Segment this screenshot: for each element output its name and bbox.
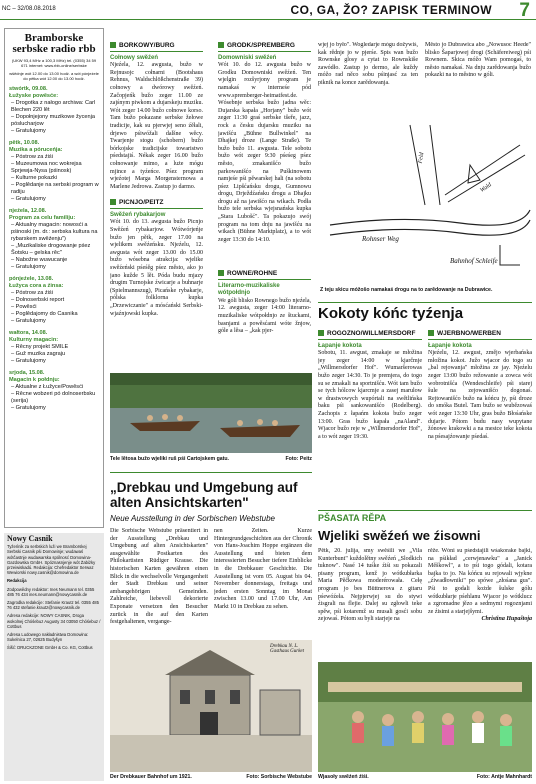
radio-day-lead: Kulturny magacin: <box>9 337 59 343</box>
drebkau-title: „Drebkau und Umgebung auf alten Ansichtskarten" <box>110 480 298 510</box>
psasata-col2 <box>428 548 532 660</box>
radio-item: – Dolnoserbski report <box>11 297 65 303</box>
article-text: Město jo Dubrawica abo „Nowusoc Heede" blisko Šaparjowej drogi (Schäfereiweg) pśi Rownem. Skica móžo Wam pomogaś, to město namakaś. Na dnju zarědowanja bužo pokazki na to městno w góli. <box>425 42 531 79</box>
article-text: Njeźela, 12. awgusta, bužo w Rejnusojc cołnarni (Bootshaus Rehnus, Waldschlößchenstraße 39) cołnowy a dwórowy swěźeń. Začopjeńk bužo zeger 11.00 ze zajśnym piwkom a dujarskeju muziku. Wót zeger 14.00 bužo cołnowe korso. Tam bužo pokazane serbske žełowe tradicije, kak su pjerwjej seno źěłali, drjewo pśiwóžali dalšne wěcy. Twarjenje stogu (schobern) bužo bórkojske tradicijske towaristwo pśedstajiś. Nékak zeger 16.00 bužo cołnowanje mimo, a luże mógu mjince a tyźeńce. Pśez program wjeźotej Marga Morgensternowa a Marlene Jedrowa. Zastup jo darmo. <box>110 62 203 190</box>
radio-item: – Nabožne wuwucanje <box>11 257 68 263</box>
radio-item: – Muzeumowa noc wokrejsa Sprjewja-Nysa (pśinosk) <box>11 161 82 174</box>
photo-credit: Foto: Peitz <box>285 456 312 462</box>
imprint-box <box>4 533 104 781</box>
column-rohne-cont <box>318 42 418 100</box>
imprint-editor: Zodpowědny redaktor: Ines Neumann tel. 0355 485 76 434 ines.neumann@nowycasnik.de <box>7 586 95 597</box>
square-icon <box>110 42 116 48</box>
radio-program-box <box>4 28 104 528</box>
radio-item: – Guž muzika zagraju <box>11 351 66 357</box>
page-header <box>0 0 536 20</box>
radio-item: – Gratulujomy <box>11 405 46 411</box>
article-text: Sobotu, 11. awgust, zmakaje se młožina jey zeger 14:00 w kjarčmje „Willmersdorfer Hof". Wumaršerowas bužo zeger 14:30. To je premjera, do togo su se zmakali na sportnišću. Wót tam bužo se tych hólcow kjarcmje a zasej marulow w drastwowych wupórtali na swětlińska baku pśi sankowanišćo (Rodelberg). Zachopis z łapańm kokota bužo zeger 13:00. Gras bužo kapała „naAland". Wjacor bužo reje w „Willmersdorfer Hof", a to wót zeger 19:30. <box>318 350 422 440</box>
radio-item: – Gratulujomy <box>11 128 46 134</box>
photo-caption-kids: Foto: Antje Mahnhardt Wjasoły swěźeń źiśi. <box>318 774 532 780</box>
radio-day-lead: Muzika a póruceńja: <box>9 147 63 153</box>
radio-day: wałtora, 14.08. <box>9 330 48 336</box>
section-header-rohne: ROWNE/ROHNE <box>218 270 311 280</box>
radio-item: – Powěsći <box>11 304 37 310</box>
column-rohne <box>218 270 311 340</box>
photo-drebkau-station <box>110 640 312 772</box>
radio-title: Bramborske serbske radio rbb <box>12 32 96 55</box>
radio-item: – Gratulujomy <box>11 318 46 324</box>
radio-day-lead: Łužyske powěsće: <box>9 93 59 99</box>
radio-day: pónjeźele, 13.08. <box>9 276 54 282</box>
square-icon <box>428 330 434 336</box>
radio-item: – Póstrow za źiśi <box>11 154 53 160</box>
radio-day: njeźela, 12.08. <box>9 208 47 214</box>
radio-item: – Gratulujomy <box>11 196 46 202</box>
subheading: Łapanje kokota <box>428 342 472 349</box>
radio-item: – „Muzikaliske drogowanje pśez Šotsku – gelska rěc" <box>11 243 91 256</box>
divider <box>110 472 312 473</box>
divider <box>318 302 532 303</box>
drebkau-subtitle: Neue Ausstellung in der Sorbischen Webstube <box>110 514 275 523</box>
article-text: Pětk, 20. julija, smy swěśili we „Vila Kunterbunt" kuždolětny swěźeń „Slodkich tuknow". Nasé 14 tuśke źiśi su pokazali pisany program, kenž jo wótkubłarka Maria Pěčkowa moderérowała. Cełę program jo bes Büttnerova z gitaru pśewóźeła. Nejpjerwjej su do stywi źisgrali na flejie. Dalej su zgłowli teke spěw, pśi kotaremž su musali gosći sobu zejowaś. Pótom su byli starjeje na <box>318 548 422 623</box>
imprint-print: Śišć: DRUCKZONE GmbH & Co. KG, Cottbus <box>7 645 93 651</box>
imprint-title: Nowy Casnik <box>7 534 53 543</box>
page-number: 7 <box>519 0 530 21</box>
column-dubrawica <box>425 42 531 100</box>
radio-day: pětk, 10.08. <box>9 140 40 146</box>
psasata-title: Wjeliki swěźeń we źisowni <box>318 528 481 543</box>
radio-day: stwórtk, 09.08. <box>9 86 48 92</box>
article-text: nen Zeiten. Kurze Hintergrundgeschichten aus der Chronik von Hans-Joachim Hoppe ergänzen die Ausstellung und bieten dem interessierten Besucher tiefere Einblicke in die Drebkauer Geschichte. Die Ausstellung ist vom 05. August bis 04. November donnerstags, freitags und jeden ersten Sonntag im Monat zwischen 13.00 und 17.00 Uhr, Am Markt 10 in Drebkau zu sehen. <box>214 528 312 610</box>
article-text: wjej jo było". Wogledarje mógu dožywiś, kak rědnje jo w pjerśe. Spis wan bužo Rownske glosy a cytat to Rownskiše zawódło. Zastup jo dermo, ale kuždy móžo rad něco sobu pśinjasć za ten piknik na konce zarědowanja. <box>318 42 418 86</box>
map-label-road: Rohnser Weg <box>362 235 399 243</box>
radio-days <box>9 86 99 412</box>
psasata-col1 <box>318 548 422 660</box>
square-icon <box>218 42 224 48</box>
section-header-willmersdorf: ROGOZNO/WILLMERSDORF <box>318 330 422 340</box>
radio-times: wšědnje wót 12.00 do 13.00 hodź. a wót pónjeźele do pětka wót 12.00 do 13.00 hodź. <box>9 71 99 81</box>
page-title: CO, GA, ŽO? ZAPISK TERMINOW <box>290 3 492 17</box>
photo-peitz-boats <box>110 373 312 453</box>
issue-label: NC – 32/08.08.2018 <box>2 6 56 12</box>
radio-item: – Aktualny magacin: nowosći a pśinoski (m. dr.: serbska kultura na rybarskem swěźenju") <box>11 222 98 242</box>
imprint-text: Tyźeńnik za serbskich luźi we Bramborskej Serbski Casnik pśi Domowinje; wudawaś wótčastnje wudawarska spólnosć Domowina-Gazdowska GmbH. Spóznasnjenje wót Żabiżky przeiwiskadú. Redakcija: Chefredaktor Serwaz Wewiorski nowy.casnik@domowina.de <box>7 544 96 576</box>
map-sketch <box>320 105 532 285</box>
photo-kids-festival <box>318 662 532 772</box>
map-label-forest: Wald <box>479 182 493 194</box>
radio-day-lead: Program za celu familiju: <box>9 215 76 221</box>
subheading: Domowniski swěźeń <box>218 54 277 61</box>
photo-credit: Foto: Antje Mahnhardt <box>476 774 532 780</box>
square-icon <box>218 270 224 276</box>
article-text: Wót 10. do 12. awgusta bužo w Grodku Domowniski swěźeń. Ten wjelgin rozšyrjony program je namakaś w interneśe pód www.spremberger-heimatfest.de. Wósebnje serbska bužo jadna wěc: Dujarska kapała „Horjany" bužo wót zeger 11:30 graś serbske tšeře, jazz, rock a česku dujarsku muziku na jawišću „Bühne Bullwinkel" na Dhajkej droze (Lange Straße). Te bužo bužo 11. awgusta. Tele sobotu bužo wót zeger 9:30 pśeśeg pśez město, zmakanišćo bužo parkowanišćo na Puškinowem namjeśe pśi pěwarskej hali (na sobotu pśez Lipšćańsku drogu, Gumnowu drogu, Drježdźańsku drogu a Dhajku drogu až na jawišćo na wikach. Podła bužo tele serbska wjejsnańska kupka „Stara Lubošć". Ta pokazujo swój program na tom dnju na jawišću na wikach (Bühne Marktplatz), a to wót zeger 13:30 do 14:10. <box>218 62 311 243</box>
square-icon <box>318 330 324 336</box>
section-header-burg: BÓRKOWY/BURG <box>110 42 203 52</box>
section-header-peitz: PICNJO/PEITZ <box>110 199 203 209</box>
psasata-section: PŠASATA RĚPA <box>318 513 387 523</box>
divider <box>318 510 532 511</box>
column-werben <box>428 330 532 448</box>
radio-item: – Gratulujomy <box>11 358 46 364</box>
article-text: Wót 10. do 13. awgusta bužo Picnjo Swěźeń rybakarjow. Wótwórjeńje bužo jen pětk, zeger 17.00 na wjelikem swěźeńsku. Njeźelu, 12. awgusta wót zeger 13.00 do 15.00 bužo wósebna atrakcija: wjelike swěźeński pśeśěg pśez město, ako jo jano kužde 5 lět. Póda budu mjazy drugim Turnojske źwicarje a buhnarje (Spielmannszug), Picańske rybakarje, pólska folklorna kupka „Drzewiczanie" a mósćański Serbski-wjaźnjowski kupka. <box>110 219 203 317</box>
photo-caption-peitz: Foto: Peitz Tele lětosa bužo wjeliki ruš pśi Cartojskem gatu. <box>110 456 312 462</box>
imprint-address: Adresa redakcije: NOWY CASNIK, Droga wokolnej Chóśebuz Augusty 34 03050 Chóśebuz / Cottbus <box>7 613 101 629</box>
radio-day: srjoda, 15.08. <box>9 370 45 376</box>
imprint-assistant: Zagrodka redakcije: Stefanie Krautz tel. 0355 485 76 432 stefanie.krautz@nowycasnik.de <box>7 600 99 611</box>
subheading: Swěźeń rybakarjow <box>110 211 166 218</box>
section-header-spremberg: GRODK/SPREMBERG <box>218 42 311 52</box>
radio-item: – Dopołnjejony muzikowe žycenja póslucharjow <box>11 114 95 127</box>
postcard-text: Drebkau N. L. Gasthaus Gurket <box>270 644 305 654</box>
radio-item: – Póstrow za źiśi <box>11 290 53 296</box>
radio-item: – Aktualne z Łužyce/Powěsći <box>11 384 84 390</box>
radio-item: – Drogotka z nałogo archiwa: Carl Blechen 220 lět <box>11 100 96 113</box>
map-caption: Z teju skicu móžošo namakaś drogu na to zarědowanje na Dubrawice. <box>320 287 493 293</box>
radio-item: – Kulturne pokazki <box>11 175 58 181</box>
article-text: Die Sorbische Webstube präsentiert in der Ausstellung „Drebkau und Umgebung auf alten Ansichtskarten" ausgewählte Postkarten des Philokartisten Rüdiger Krause. Die historischen Karten gewähren einen Blick in die wechselvolle Vergangenheit der Stadt Drebkau und seiner ambangehörigen Gemeinden. Zahlreiche, liebevoll dekorierte Exponate versetzen den Besucher zurück in die auf den Karten festgehaltenen, vergange- <box>110 528 208 626</box>
radio-item: – Poglědajomy do Casnika <box>11 311 78 317</box>
map-label-station: Bahnhof Schleife <box>450 257 498 265</box>
radio-item: – Poglědanje na serbski program w radiju <box>11 182 99 195</box>
photo-caption-drebkau: Foto: Sorbische Webstube Der Drebkauer Bahnhof um 1921. <box>110 774 312 780</box>
column-willmersdorf <box>318 330 422 448</box>
kokoty-title: Kokoty kóńc tyźenja <box>318 305 464 322</box>
radio-day-lead: Łužyca cora a źinsa: <box>9 283 64 289</box>
radio-day-lead: Magacin k połdnju: <box>9 377 60 383</box>
subheading: Literarno-muzikaliske wótpołdnjo <box>218 282 280 297</box>
photo-credit: Foto: Sorbische Webstube <box>246 774 312 780</box>
article-text: We góli blisko Rownego bužo njeźela, 12. awgusta, zeger 14:00 literarno-muzikaliske wótpołdnjo ze štuckami, basnjami a powěsćami wóte žnjow, góle a lěsa – „kak pjer- <box>218 297 311 335</box>
subheading: Cołnowy swěźeń <box>110 54 159 61</box>
radio-item: – Rěcne wobzeri pó dolnoserbsku (serija) <box>11 391 96 404</box>
radio-item: – Gratulujomy <box>11 264 46 270</box>
imprint-publisher: Adresa Ludowego nakładnistwa Domowina: Sukelnica 27, 02625 Budyšyn <box>7 632 89 643</box>
subheading: Łapanje kokota <box>318 342 362 349</box>
radio-item: – Rěcny projekt SMILE <box>11 344 69 350</box>
section-header-werben: WJERBNO/WERBEN <box>428 330 532 340</box>
article-text: rěže. Wóni su pśedstajili wśakorake bajki, na pśikład „cerwjenawku" a „Janick Měškowl", a to pśi togo gódali, kotara bajka to jo. Na kóńcu su rejowali wjykne „źiwadłowniki" po spówe „złośana gus". Pśi to godali kożde šulske gólu wótkubłarje pśehlanu Wjacor jo wótklucz a zgromadne jězo a sedmymi rogoznjami ze źisimi a starjejšymi. <box>428 548 532 615</box>
signature: Christina Hupaštoja <box>481 616 532 623</box>
map-label-field: Feld <box>417 152 426 164</box>
imprint-heading: Redakcija <box>7 578 27 584</box>
radio-info: (UKW 93,4 MHz a 100,3 MHz) tel. (0355) 34 59 671 internet: www.rbb-online/serbske <box>11 58 97 68</box>
drebkau-col2 <box>214 528 312 636</box>
article-text: Njeźelu, 12. awgust, změjo wjerbańska młožina kokot. Južo wjacor do togo su „bal rejowanja" młožina ze jay. Njeźelu zeger 13:00 bužo režowanie a zowca wót wobrotnišća (Wendeschleife) pśi starej šule na zejowanišćo dogonaś. Rejtowanišćo bužo na kóńcu jy, pśi droze do smóka Butel. Tam bužo se wubězowaś wót zeger 13:30 Uhr, gras bužo Błośańske dujarje. Pótom budu nasy wupytane žónowe krakowki a na mestce teke kokota na pśesajźowanje pśedaś. <box>428 350 532 440</box>
drebkau-col1 <box>110 528 208 636</box>
square-icon <box>110 199 116 205</box>
